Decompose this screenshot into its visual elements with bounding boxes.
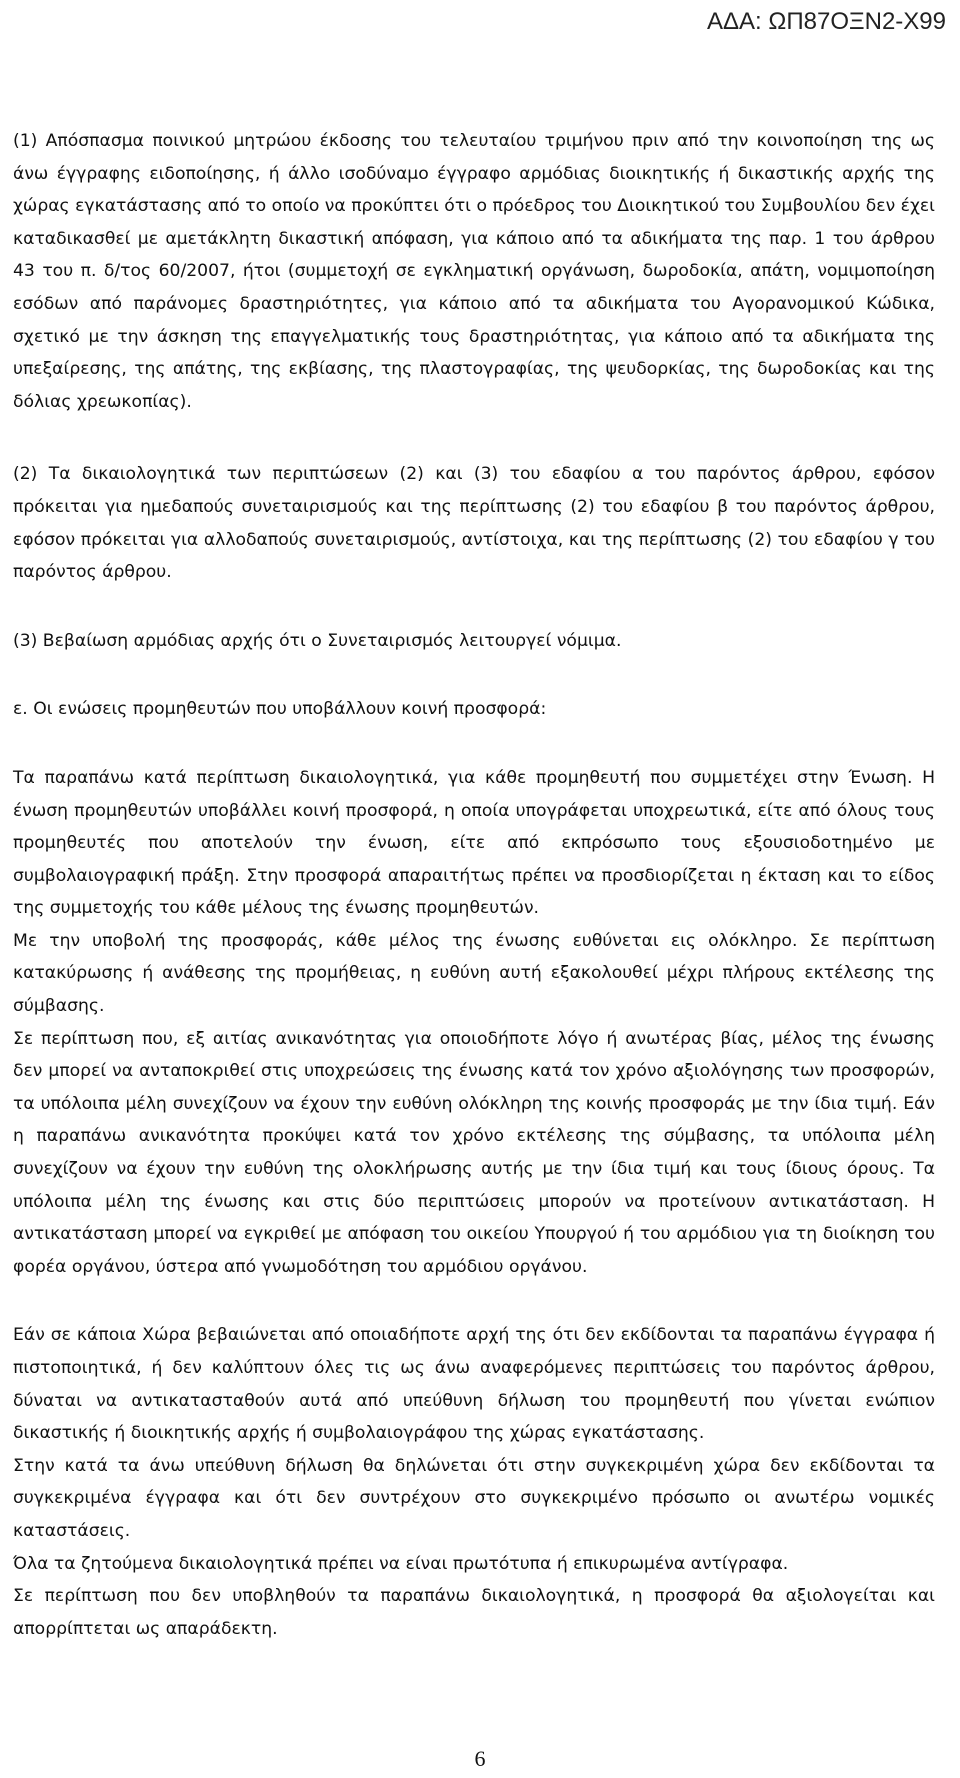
paragraph-gap bbox=[13, 418, 935, 458]
paragraph-gap bbox=[13, 589, 935, 625]
paragraph-gap bbox=[13, 1283, 935, 1319]
ada-code: ΑΔΑ: ΩΠ87ΟΞΝ2-Χ99 bbox=[707, 8, 946, 35]
paragraph-rejection: Σε περίπτωση που δεν υποβληθούν τα παραπάνω δικαιολογητικά, η προσφορά θα αξιολογείται και απορρίπτεται ως απαράδεκτη. bbox=[13, 1586, 935, 1639]
page-number: 6 bbox=[474, 1746, 486, 1771]
paragraph-cooperative-certificate: (3) Βεβαίωση αρμόδιας αρχής ότι ο Συνεταιρισμός λειτουργεί νόμιμα. bbox=[13, 630, 622, 651]
paragraph-supporting-documents: (2) Τα δικαιολογητικά των περιπτώσεων (2) και (3) του εδαφίου α του παρόντος άρθρου, εφόσον πρόκειται για ημεδαπούς συνεταιρισμούς και της περίπτωσης (2) του εδαφίου β του παρόντος άρθρου, εφόσον πρόκειται για αλλοδαπούς συνεταιρισμούς, αντίστοιχα, και της περίπτωσης (2) του εδαφίου γ του παρόντος άρθρου. bbox=[13, 464, 935, 583]
section-heading-supplier-unions: ε. Οι ενώσεις προμηθευτών που υποβάλλουν κοινή προσφορά: bbox=[13, 699, 547, 720]
paragraph-criminal-record: (1) Απόσπασμα ποινικού μητρώου έκδοσης του τελευταίου τριμήνου πριν από την κοινοποίηση της ως άνω έγγραφης ειδοποίησης, ή άλλο ισοδύναμο έγγραφο αρμόδιας διοικητικής ή δικαστικής αρχής της χώρας εγκατάστασης από το οποίο να προκύπτει ότι ο πρόεδρος του Διοικητικού του Συμβουλίου δεν έχει καταδικασθεί με αμετάκλητη δικαστική απόφαση, για κάποιο από τα αδικήματα της παρ. 1 του άρθρου 43 του π. δ/τος 60/2007, ήτοι (συμμετοχή σε εγκληματική οργάνωση, δωροδοκία, απάτη, νομιμοποίηση εσόδων από παράνομες δραστηριότητες, για κάποιο από τα αδικήματα του Αγορανομικού Κώδικα, σχετικό με την άσκηση της επαγγελματικής τους δραστηριότητας, για κάποιο από τα αδικήματα της υπεξαίρεσης, της απάτης, της εκβίασης, της πλαστογραφίας, της ψευδορκίας, της δωροδοκίας και της δόλιας χρεωκοπίας). bbox=[13, 131, 935, 412]
paragraph-declaration-content: Στην κατά τα άνω υπεύθυνη δήλωση θα δηλώνεται ότι στην συγκεκριμένη χώρα δεν εκδίδονται τα συγκεκριμένα έγγραφα και ότι δεν συντρέχουν στο συγκεκριμένο πρόσωπο οι ανωτέρω νομικές καταστάσεις. bbox=[13, 1455, 935, 1541]
paragraph-member-replacement: Σε περίπτωση που, εξ αιτίας ανικανότητας για οποιοδήποτε λόγο ή ανωτέρας βίας, μέλος της ένωσης δεν μπορεί να ανταποκριθεί στις υποχρεώσεις της ένωσης κατά τον χρόνο αξιολόγησης των προσφορών, τα υπόλοιπα μέλη συνεχίζουν να έχουν την ευθύνη ολόκληρη της κοινής προσφοράς με την ίδια τιμή. Εάν η παραπάνω ανικανότητα προκύψει κατά τον χρόνο εκτέλεσης της σύμβασης, τα υπόλοιπα μέλη συνεχίζουν να έχουν την ευθύνη της ολοκλήρωσης αυτής με την ίδια τιμή και τους ίδιους όρους. Τα υπόλοιπα μέλη της ένωσης και στις δύο περιπτώσεις μπορούν να προτείνουν αντικατάσταση. Η αντικατάσταση μπορεί να εγκριθεί με απόφαση του οικείου Υπουργού ή του αρμόδιου για τη διοίκηση του φορέα οργάνου, ύστερα από γνωμοδότηση του αρμόδιου οργάνου. bbox=[13, 1028, 935, 1277]
document-body bbox=[13, 125, 935, 1645]
paragraph-sworn-declaration: Εάν σε κάποια Χώρα βεβαιώνεται από οποιαδήποτε αρχή της ότι δεν εκδίδονται τα παραπάνω έγγραφα ή πιστοποιητικά, ή δεν καλύπτουν όλες τις ως άνω αναφερόμενες περιπτώσεις του παρόντος άρθρου, δύναται να αντικατασταθούν αυτά από υπεύθυνη δήλωση του προμηθευτή που γίνεται ενώπιον δικαστικής ή διοικητικής αρχής ή συμβολαιογράφου της χώρας εγκατάστασης. bbox=[13, 1325, 935, 1444]
paragraph-joint-liability: Με την υποβολή της προσφοράς, κάθε μέλος της ένωσης ευθύνεται εις ολόκληρο. Σε περίπτωση κατακύρωσης ή ανάθεσης της προμήθειας, η ευθύνη αυτή εξακολουθεί μέχρι πλήρους εκτέλεσης της σύμβασης. bbox=[13, 930, 935, 1017]
paragraph-union-documents: Τα παραπάνω κατά περίπτωση δικαιολογητικά, για κάθε προμηθευτή που συμμετέχει στην Ένωση. Η ένωση προμηθευτών υποβάλλει κοινή προσφορά, η οποία υπογράφεται υποχρεωτικά, είτε από όλους τους προμηθευτές που αποτελούν την ένωση, είτε από εκπρόσωπο τους εξουσιοδοτημένο με συμβολαιογραφική πράξη. Στην προσφορά απαραιτήτως πρέπει να προσδιορίζεται η έκταση και το είδος της συμμετοχής του κάθε μέλους της ένωσης προμηθευτών. bbox=[13, 767, 935, 919]
paragraph-gap bbox=[13, 657, 935, 693]
paragraph-original-copies: Όλα τα ζητούμενα δικαιολογητικά πρέπει να είναι πρωτότυπα ή επικυρωμένα αντίγραφα. bbox=[13, 1553, 789, 1574]
paragraph-gap bbox=[13, 726, 935, 762]
